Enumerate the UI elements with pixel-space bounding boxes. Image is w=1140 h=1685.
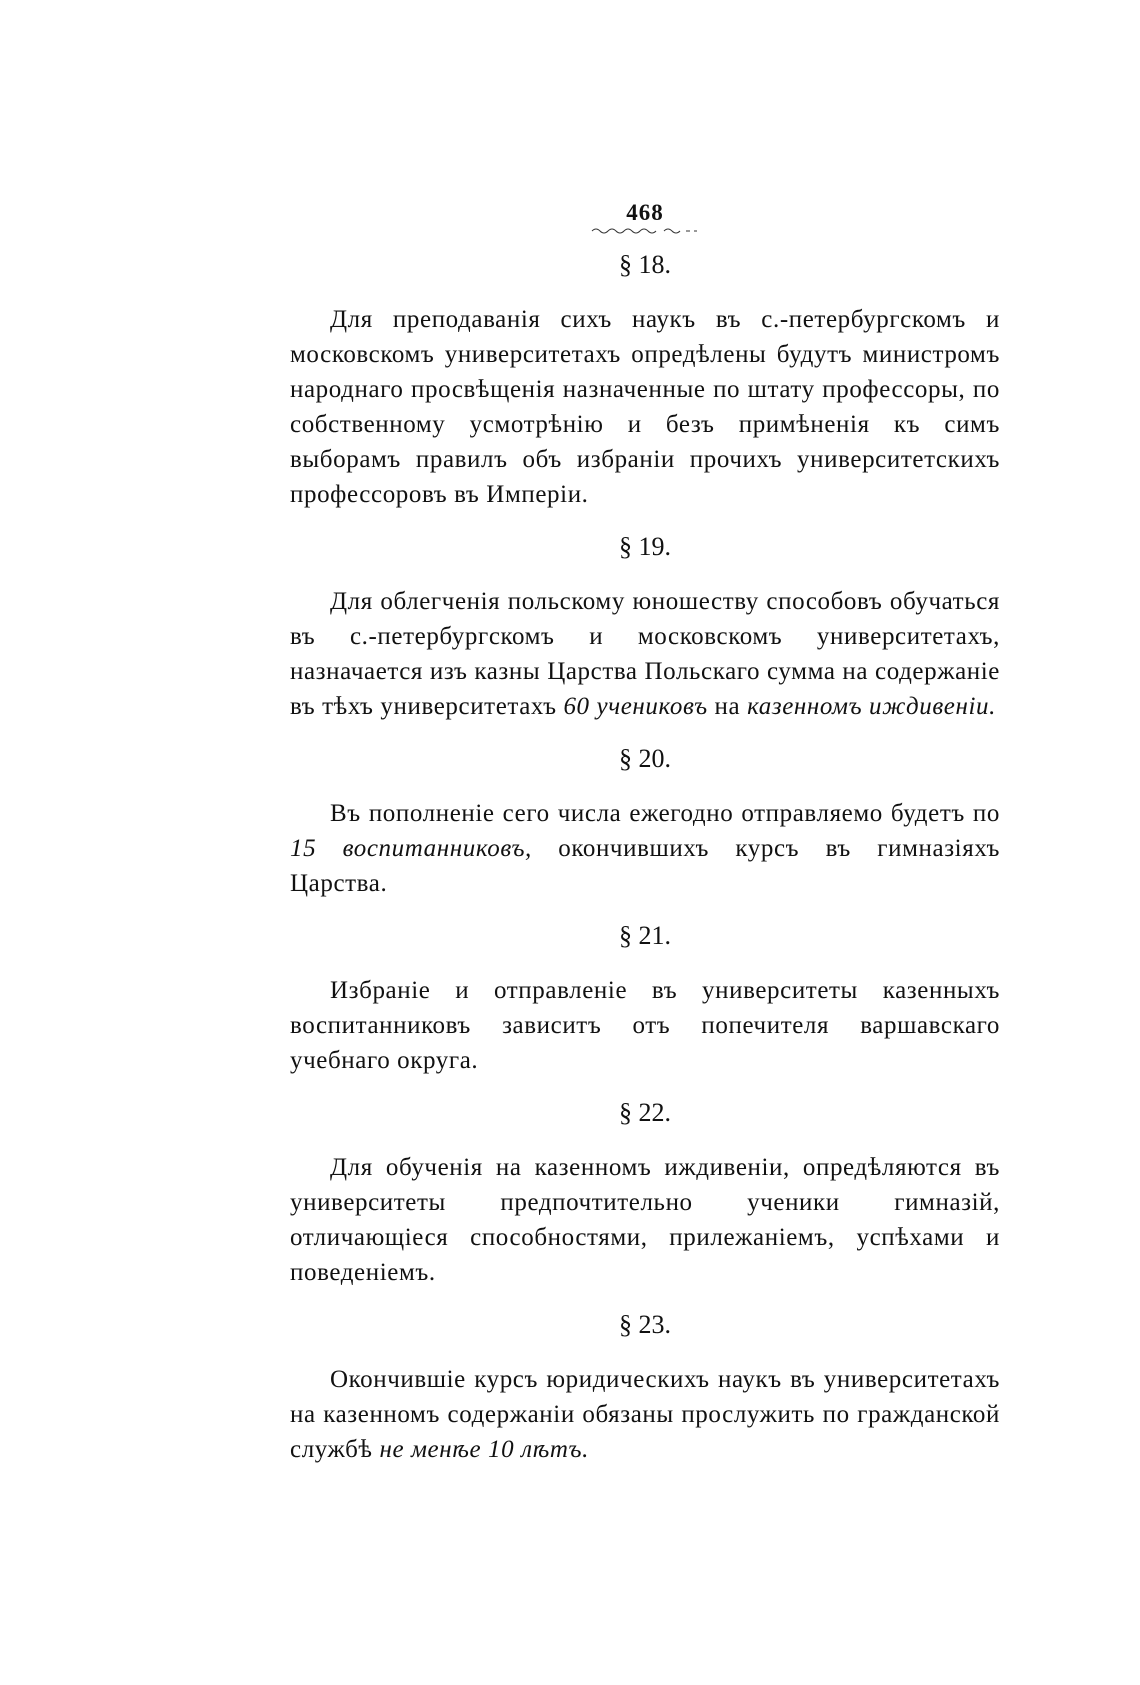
text-run: Окончившіе курсъ юридическихъ наукъ въ университетахъ на казенномъ содержаніи обязаны прослужить по гражданской службѣ bbox=[290, 1366, 1000, 1463]
text-run: Избраніе и отправленіе въ университеты казенныхъ воспитанниковъ зависитъ отъ попечителя варшавскаго учебнаго округа. bbox=[290, 977, 1000, 1074]
text-run: окончившихъ курсъ въ гимназіяхъ Царства. bbox=[290, 835, 1001, 897]
section bbox=[290, 250, 1000, 512]
section-heading: § 18. bbox=[619, 250, 671, 279]
section-heading: § 23. bbox=[619, 1310, 671, 1339]
section-heading: § 20. bbox=[619, 744, 671, 773]
section bbox=[290, 1098, 1000, 1290]
ornament-divider bbox=[590, 226, 700, 236]
page-number: 468 bbox=[626, 200, 664, 225]
italic-text: 60 учениковъ bbox=[563, 693, 708, 720]
section-paragraph bbox=[290, 796, 1000, 901]
section-heading: § 19. bbox=[619, 532, 671, 561]
section bbox=[290, 532, 1000, 724]
section-paragraph bbox=[290, 973, 1000, 1078]
section-paragraph bbox=[290, 584, 1000, 724]
section bbox=[290, 1310, 1000, 1467]
italic-text: казенномъ иждивеніи. bbox=[747, 693, 996, 720]
section-paragraph bbox=[290, 302, 1000, 512]
section-heading: § 22. bbox=[619, 1098, 671, 1127]
text-run: на bbox=[707, 693, 748, 720]
document-page bbox=[290, 200, 1000, 1487]
sections-container bbox=[290, 250, 1000, 1467]
section bbox=[290, 921, 1000, 1078]
italic-text: не менѣе 10 лѣтъ. bbox=[379, 1436, 589, 1463]
text-run: Въ пополненіе сего числа ежегодно отправляемо будетъ по bbox=[330, 800, 1000, 827]
section-paragraph bbox=[290, 1362, 1000, 1467]
section-paragraph bbox=[290, 1150, 1000, 1290]
section-heading: § 21. bbox=[619, 921, 671, 950]
italic-text: 15 воспитанниковъ, bbox=[290, 835, 532, 862]
section bbox=[290, 744, 1000, 901]
text-run: Для обученія на казенномъ иждивеніи, опредѣляются въ университеты предпочтительно ученики гимназій, отличающіеся способностями, прилежаніемъ, успѣхами и поведеніемъ. bbox=[290, 1154, 1000, 1286]
text-run: Для преподаванія сихъ наукъ въ с.-петербургскомъ и московскомъ университетахъ опредѣлены будутъ министромъ народнаго просвѣщенія назначенные по штату профессоры, по собственному усмотрѣнію и безъ примѣненія къ симъ выборамъ правилъ объ избраніи прочихъ университетскихъ профессоровъ въ Имперіи. bbox=[290, 306, 1000, 508]
text-run: Для облегченія польскому юношеству способовъ обучаться въ с.-петербургскомъ и московскомъ университетахъ, назначается изъ казны Царства Польскаго сумма на содержаніе въ тѣхъ университетахъ bbox=[290, 588, 1000, 720]
